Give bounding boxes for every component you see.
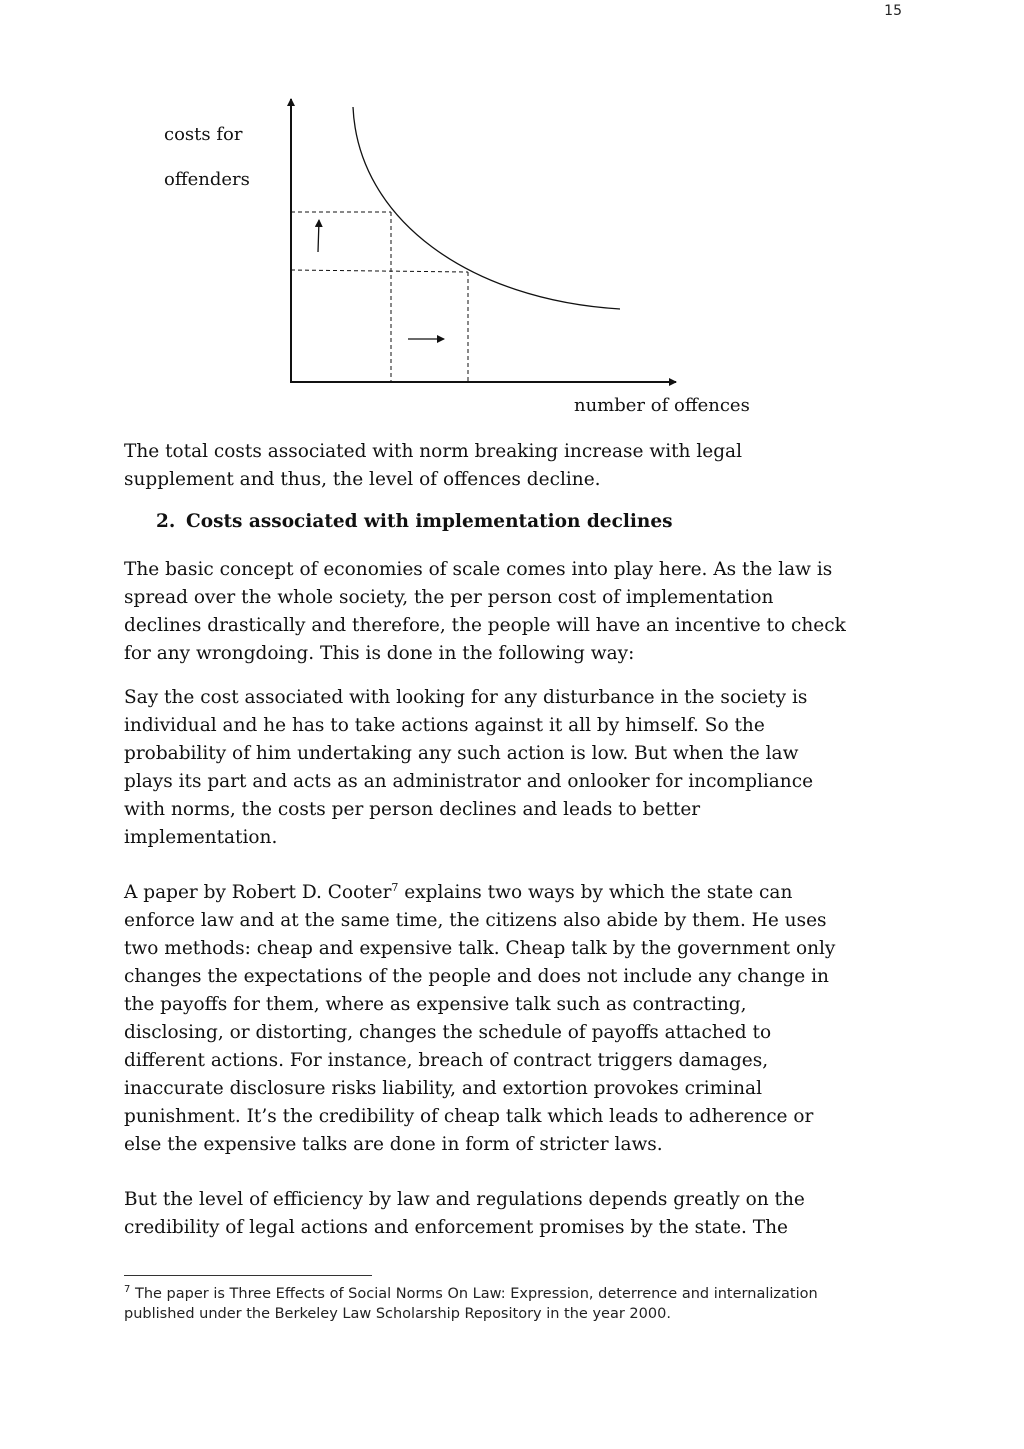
text-line: credibility of legal actions and enforcement promises by the state. The: [124, 1217, 788, 1238]
text-line: individual and he has to take actions against it all by himself. So the: [124, 715, 765, 736]
text-segment: A paper by Robert D. Cooter: [124, 882, 392, 903]
text-line: for any wrongdoing. This is done in the following way:: [124, 643, 635, 664]
text-line: Say the cost associated with looking for any disturbance in the society is: [124, 687, 808, 708]
heading-text: Costs associated with implementation declines: [186, 511, 673, 532]
text-line: disclosing, or distorting, changes the schedule of payoffs attached to: [124, 1022, 772, 1043]
footnote-separator: [124, 1275, 372, 1276]
text-line: two methods: cheap and expensive talk. Cheap talk by the government only: [124, 938, 836, 959]
text-line: changes the expectations of the people and does not include any change in: [124, 966, 829, 987]
footnote-number: 7: [124, 1284, 131, 1296]
text-line: the payoffs for them, where as expensive talk such as contracting,: [124, 994, 747, 1015]
footnote-text: The paper is Three Effects of Social Norms On Law: Expression, deterrence and internalization: [130, 1286, 818, 1302]
cost-curve-figure: [0, 0, 1024, 430]
text-line: supplement and thus, the level of offences decline.: [124, 469, 601, 490]
heading-number: 2.: [156, 511, 176, 532]
text-line: punishment. It’s the credibility of cheap talk which leads to adherence or: [124, 1106, 814, 1127]
text-line: declines drastically and therefore, the people will have an incentive to check: [124, 615, 846, 636]
text-line: inaccurate disclosure risks liability, and extortion provokes criminal: [124, 1078, 763, 1099]
text-segment: explains two ways by which the state can: [398, 882, 793, 903]
footnote-line: [124, 1284, 924, 1304]
paragraph-cooter: [124, 879, 914, 1159]
paragraph-individual-cost: [124, 684, 914, 852]
section-heading: [156, 511, 673, 532]
dashed-horizontal-low: [291, 270, 468, 272]
cost-curve: [353, 107, 620, 309]
paragraph-efficiency: [124, 1186, 914, 1242]
y-axis-label-line2: offenders: [164, 169, 250, 190]
page-number: 15: [884, 3, 902, 19]
text-line: The basic concept of economies of scale comes into play here. As the law is: [124, 559, 833, 580]
text-line: The total costs associated with norm breaking increase with legal: [124, 441, 742, 462]
y-axis-label-line1: costs for: [164, 124, 243, 145]
text-line: [124, 879, 914, 907]
text-line: with norms, the costs per person declines and leads to better: [124, 799, 701, 820]
footnote: [124, 1284, 924, 1324]
text-line: else the expensive talks are done in form of stricter laws.: [124, 1134, 663, 1155]
footnote-line: published under the Berkeley Law Scholarship Repository in the year 2000.: [124, 1306, 671, 1322]
text-line: different actions. For instance, breach of contract triggers damages,: [124, 1050, 769, 1071]
text-line: spread over the whole society, the per person cost of implementation: [124, 587, 774, 608]
text-line: implementation.: [124, 827, 278, 848]
text-line: plays its part and acts as an administrator and onlooker for incompliance: [124, 771, 814, 792]
text-line: enforce law and at the same time, the citizens also abide by them. He uses: [124, 910, 827, 931]
paragraph-economies-of-scale: [124, 556, 914, 668]
footnote-reference[interactable]: 7: [391, 880, 399, 894]
paragraph-figure-summary: [124, 438, 914, 494]
text-line: But the level of efficiency by law and regulations depends greatly on the: [124, 1189, 805, 1210]
arrow-up-icon: [318, 220, 319, 252]
x-axis-label: number of offences: [574, 395, 750, 416]
text-line: probability of him undertaking any such action is low. But when the law: [124, 743, 799, 764]
